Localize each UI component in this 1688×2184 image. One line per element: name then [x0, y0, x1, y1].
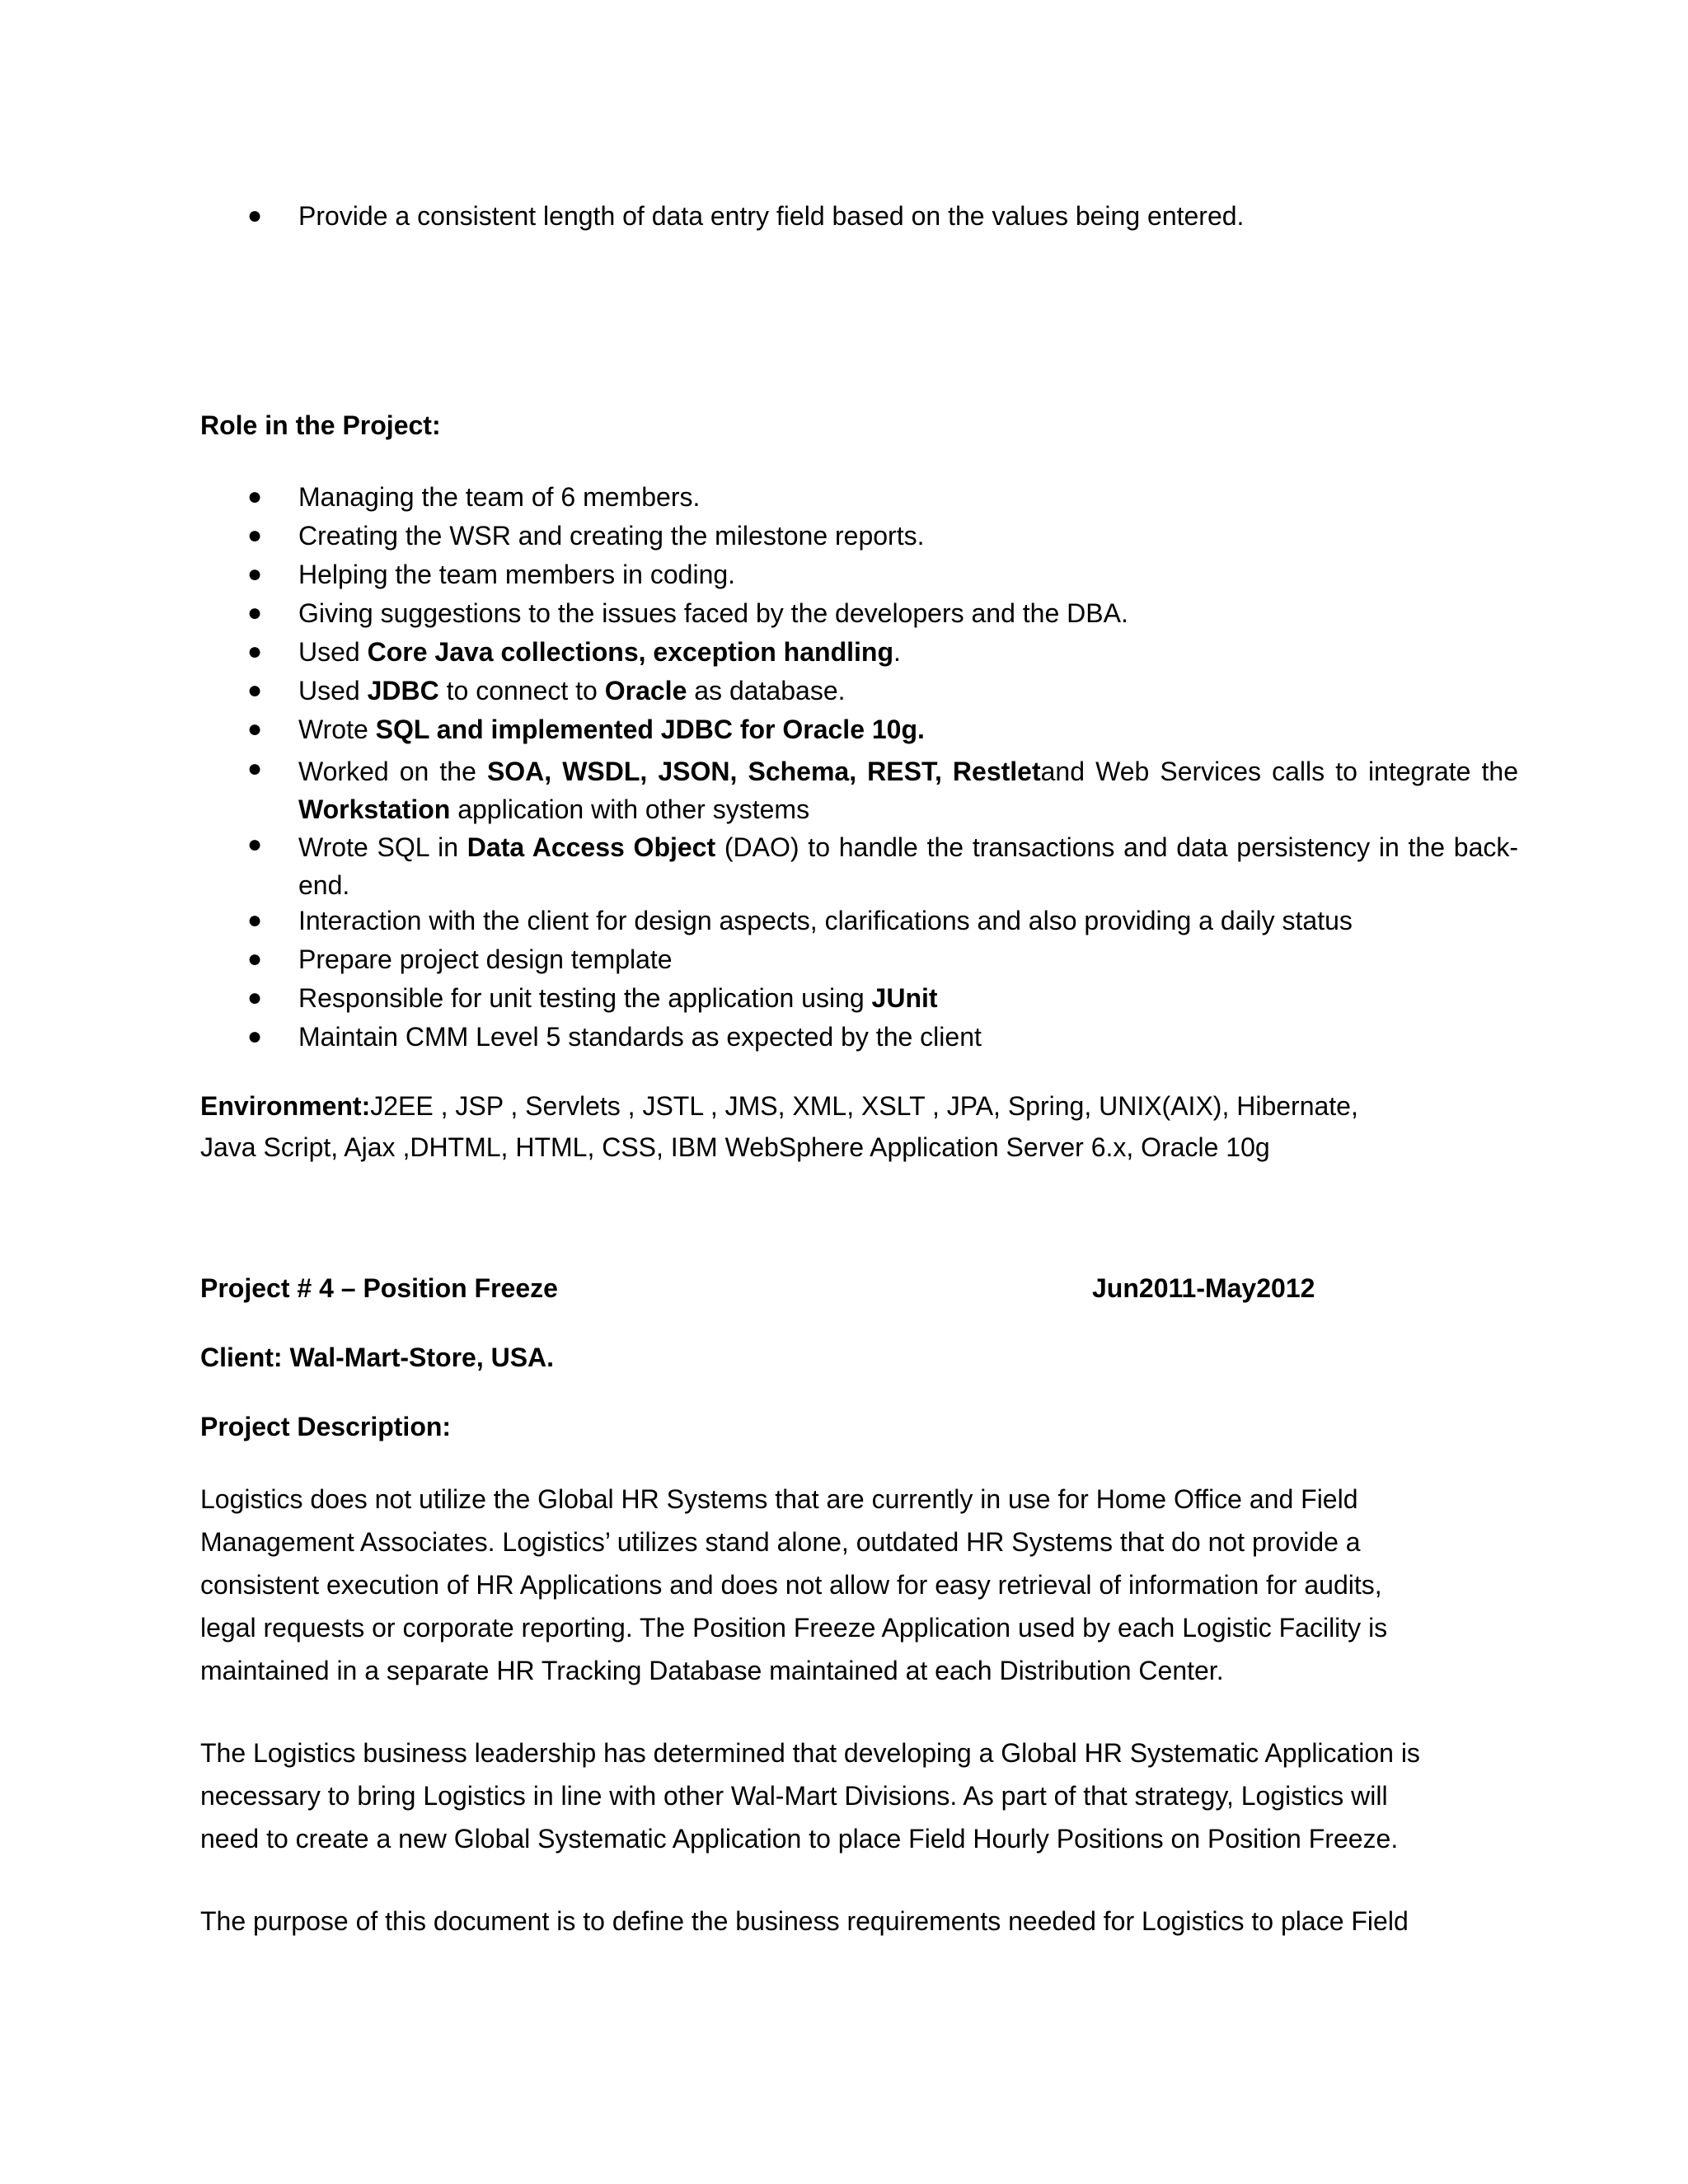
project-description-heading: Project Description: [200, 1412, 452, 1441]
environment-line-1 [200, 1090, 1511, 1124]
bullet-icon: ● [247, 677, 263, 704]
text-run: to connect to [438, 676, 605, 705]
paragraph-line: The Logistics business leadership has determined that developing a Global HR Systematic Application is [200, 1738, 1420, 1768]
bullet-icon: ● [247, 1023, 263, 1050]
bullet-icon: ● [247, 984, 263, 1011]
text-run: Used [298, 676, 368, 705]
list-item-text [298, 635, 1518, 670]
bold-text: Workstation [298, 794, 451, 824]
paragraph-line: Logistics does not utilize the Global HR Systems that are currently in use for Home Office and Field [200, 1484, 1358, 1514]
text-run: (DAO) to handle the transactions and data persistency in the back-end. [298, 832, 1519, 900]
paragraph-2 [200, 1732, 1511, 1860]
role-heading: Role in the Project: [200, 410, 441, 440]
bullet-icon: ● [247, 560, 263, 588]
list-item-text [298, 752, 1518, 828]
list-item-text [298, 519, 1518, 554]
list-item-text [298, 1020, 1518, 1055]
project-title: Project # 4 – Position Freeze [200, 1273, 558, 1303]
list-item-text: Provide a consistent length of data entry field based on the values being entered. [298, 201, 1245, 231]
environment-label: Environment: [200, 1091, 371, 1121]
bullet-icon: ● [247, 522, 263, 549]
list-item-text [298, 558, 1518, 593]
text-run: . [893, 637, 901, 667]
bullet-icon: ● [247, 755, 263, 782]
bold-text: Core Java collections, exception handling [367, 637, 893, 667]
paragraph-line: legal requests or corporate reporting. The Position Freeze Application used by each Logistic Facility is [200, 1613, 1388, 1643]
text-run: Giving suggestions to the issues faced by the developers and the DBA. [298, 598, 1128, 628]
list-item-text [298, 480, 1518, 515]
bullet-icon: ● [247, 945, 263, 972]
bold-text: JUnit [871, 983, 938, 1013]
text-run: Wrote SQL in [298, 832, 467, 862]
list-item-text [298, 982, 1518, 1016]
paragraph-line: Management Associates. Logistics’ utilizes stand alone, outdated HR Systems that do not provide a [200, 1527, 1361, 1557]
list-item-text [298, 943, 1518, 977]
bold-text: SQL and implemented JDBC for Oracle 10g. [375, 715, 925, 744]
bullet-icon: ● [247, 831, 263, 858]
bold-text: Data Access Object [467, 832, 716, 862]
text-run: Creating the WSR and creating the milestone reports. [298, 521, 925, 551]
environment-line-2: Java Script, Ajax ,DHTML, HTML, CSS, IBM WebSphere Application Server 6.x, Oracle 10g [200, 1132, 1270, 1162]
bullet-icon: ● [247, 907, 263, 934]
bold-text: SOA, WSDL, JSON, Schema, REST, Restlet [486, 757, 1041, 786]
bullet-icon: ● [247, 483, 263, 510]
text-run: application with other systems [450, 794, 810, 824]
bullet-icon: ● [247, 638, 263, 665]
bullet-icon: ● [247, 599, 263, 626]
text-run: Interaction with the client for design aspects, clarifications and also providing a daily status [298, 906, 1353, 935]
text-run: Helping the team members in coding. [298, 560, 736, 589]
project-dates: Jun2011-May2012 [1092, 1273, 1315, 1303]
text-run: Worked on the [298, 757, 487, 786]
list-item-text [298, 904, 1518, 939]
text-run: and Web Services calls to integrate the [1040, 757, 1519, 786]
paragraph-1 [200, 1478, 1511, 1692]
paragraph-line: need to create a new Global Systematic Application to place Field Hourly Positions on Position Freeze. [200, 1824, 1399, 1854]
paragraph-line: necessary to bring Logistics in line with other Wal-Mart Divisions. As part of that strategy, Logistics will [200, 1781, 1388, 1811]
text-run: Wrote [298, 715, 376, 744]
text-run: Managing the team of 6 members. [298, 482, 701, 512]
paragraph-3: The purpose of this document is to define the business requirements needed for Logistics to place Field [200, 1906, 1409, 1936]
list-item-text [298, 674, 1518, 709]
paragraph-line: consistent execution of HR Applications and does not allow for easy retrieval of information for audits, [200, 1570, 1382, 1600]
list-item-text [298, 713, 1518, 748]
bold-text: JDBC [367, 676, 439, 705]
text-run: Maintain CMM Level 5 standards as expected by the client [298, 1022, 982, 1052]
text-run: Used [298, 637, 368, 667]
bullet-icon: ● [247, 715, 263, 743]
bullet-icon: ● [247, 202, 263, 229]
paragraph-line: maintained in a separate HR Tracking Database maintained at each Distribution Center. [200, 1656, 1224, 1685]
list-item-text [298, 828, 1518, 904]
bold-text: Oracle [604, 676, 687, 705]
environment-text-1: J2EE , JSP , Servlets , JSTL , JMS, XML, XSLT , JPA, Spring, UNIX(AIX), Hibernate, [370, 1091, 1358, 1121]
list-item-text [298, 597, 1518, 631]
text-run: as database. [687, 676, 846, 705]
project-client: Client: Wal-Mart-Store, USA. [200, 1343, 555, 1372]
text-run: Responsible for unit testing the application using [298, 983, 872, 1013]
text-run: Prepare project design template [298, 944, 673, 974]
